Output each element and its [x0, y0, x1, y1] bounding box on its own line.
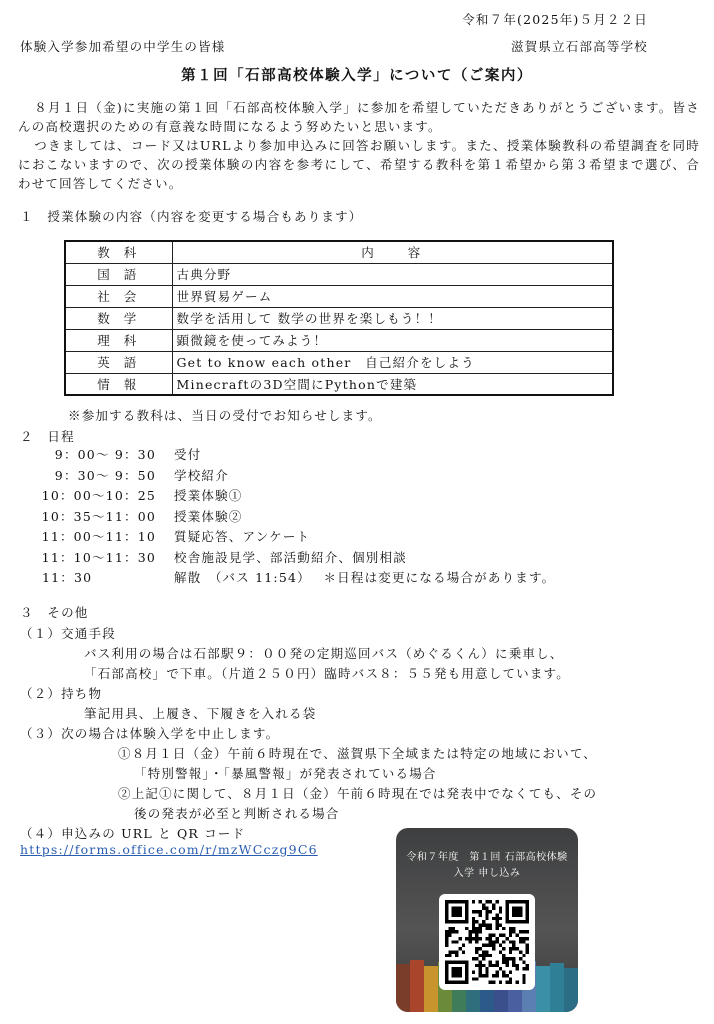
subject-cell: 社会 [65, 285, 172, 307]
subject-cell: 理科 [65, 329, 172, 351]
schedule-time: 9：30～ 9：50 [54, 467, 156, 483]
schedule-activity: 授業体験② [174, 508, 243, 524]
schedule-time: 10：35～11：00 [41, 508, 156, 524]
section1-heading: １ 授業体験の内容（内容を変更する場合もあります） [20, 209, 363, 224]
table-row [65, 351, 613, 373]
subject-table [64, 240, 614, 396]
sender: 滋賀県立石部高等学校 [510, 39, 648, 54]
table-row [65, 329, 613, 351]
table-row [65, 307, 613, 329]
transport-line-2: 「石部高校」で下車。（片道２５０円）臨時バス８：５５発も用意しています。 [84, 666, 570, 681]
qr-card-title [396, 850, 578, 882]
qr-code-icon [445, 900, 529, 984]
transport-line-1: バス利用の場合は石部駅９：００発の定期巡回バス（めぐるくん）に乗車し、 [84, 646, 564, 661]
subject-cell: 国語 [65, 263, 172, 285]
recipient: 体験入学参加希望の中学生の皆様 [20, 39, 226, 54]
content-cell: 数学を活用して 数学の世界を楽しもう！！ [172, 307, 613, 329]
schedule-activity: 授業体験① [174, 488, 243, 503]
intro-text [18, 98, 700, 193]
schedule-activity: 解散 （バス 11:54） ＊日程は変更になる場合があります。 [174, 570, 556, 585]
qr-title-line-1: 令和７年度 第１回 石部高校体験 [406, 852, 568, 863]
schedule-time: 11：10～11：30 [41, 549, 156, 565]
qr-card [396, 828, 578, 1012]
page-title: 第１回「石部高校体験入学」について（ご案内） [181, 68, 533, 84]
content-cell: 古典分野 [172, 263, 613, 285]
schedule-time: 9：00～ 9：30 [54, 447, 156, 462]
cancel-line-4: 後の発表が必至と判断される場合 [134, 806, 340, 821]
schedule-time: 11：30 [42, 570, 93, 585]
document-date: 令和７年(2025年)５月２２日 [462, 12, 648, 27]
schedule-activity: 校舎施設見学、部活動紹介、個別相談 [174, 549, 407, 565]
intro-paragraph-1: ８月１日（金)に実施の第１回「石部高校体験入学」に参加を希望していただきありがとうございます。皆さんの高校選択のための有意義な時間になるよう努めたいと思います。 [18, 100, 700, 134]
schedule-activity: 受付 [174, 447, 202, 462]
qr-title-line-2: 入学 申し込み [453, 868, 521, 879]
header-subject: 教科 [65, 241, 172, 263]
content-cell: 顕微鏡を使ってみよう！ [172, 329, 613, 351]
subject-cell: 情報 [65, 373, 172, 395]
items-heading: （２）持ち物 [20, 686, 103, 701]
content-cell: Get to know each other 自己紹介をしよう [172, 351, 613, 373]
subject-cell: 数学 [65, 307, 172, 329]
schedule-activity: 学校紹介 [174, 467, 229, 483]
content-cell: Minecraftの3D空間にPythonで建築 [172, 373, 613, 395]
header-content: 内 容 [172, 241, 613, 263]
table-row [65, 285, 613, 307]
section2-heading: ２ 日程 [20, 429, 75, 444]
intro-paragraph-2: つきましては、コード又はURLより参加申込みに回答お願いします。また、授業体験教科の希望調査を同時におこないますので、次の授業体験の内容を参考にして、希望する教科を第１希望から第３希望まで選び、合わせて回答してください。 [18, 138, 700, 191]
schedule-time: 10：00～10：25 [41, 488, 156, 503]
schedule-time: 11：00～11：10 [41, 529, 156, 544]
cancel-line-2: 「特別警報」・「暴風警報」が発表されている場合 [134, 766, 437, 781]
items-text: 筆記用具、上履き、下履きを入れる袋 [84, 706, 317, 721]
transport-heading: （１）交通手段 [20, 626, 116, 641]
qr-code[interactable] [439, 894, 535, 990]
apply-url-link[interactable]: https://forms.office.com/r/mzWCczg9C6 [20, 842, 318, 857]
table-row [65, 263, 613, 285]
cancel-line-1: ①８月１日（金）午前６時現在で、滋賀県下全域または特定の地域において、 [118, 746, 598, 761]
schedule-activity: 質疑応答、アンケート [174, 529, 311, 544]
table-header-row [65, 241, 613, 263]
cancel-line-3: ②上記①に関して、８月１日（金）午前６時現在では発表中でなくても、その [118, 786, 598, 801]
cancel-heading: （３）次の場合は体験入学を中止します。 [20, 726, 280, 741]
content-cell: 世界貿易ゲーム [172, 285, 613, 307]
subject-note: ※参加する教科は、当日の受付でお知らせします。 [68, 408, 382, 423]
subject-cell: 英語 [65, 351, 172, 373]
apply-heading: （４）申込みの URL と QR コード [20, 826, 246, 841]
section3-heading: ３ その他 [20, 605, 89, 620]
table-row [65, 373, 613, 395]
